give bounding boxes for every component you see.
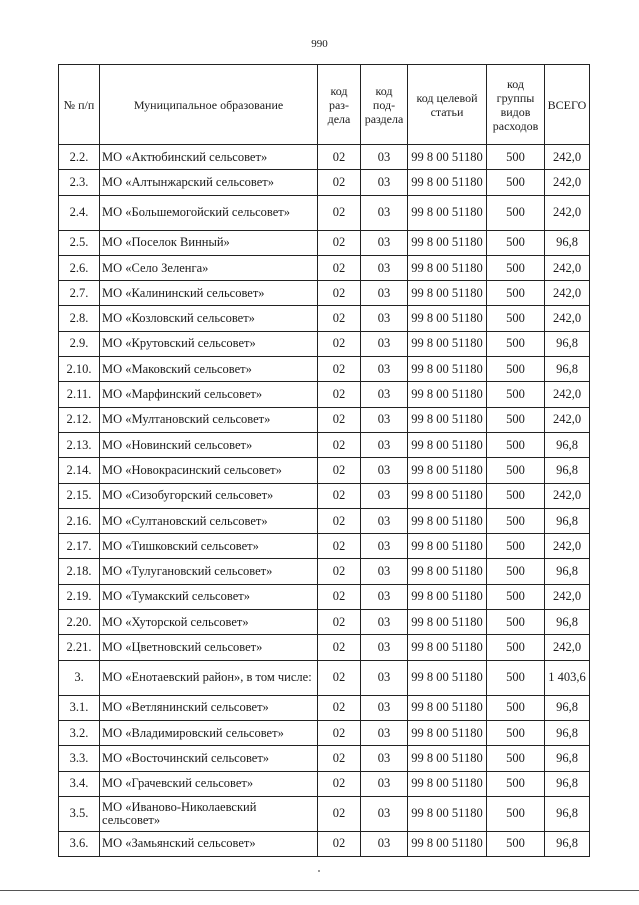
row-number: 2.3. — [59, 170, 100, 195]
total-amount: 242,0 — [545, 195, 590, 230]
target-article-code: 99 8 00 51180 — [408, 695, 487, 720]
row-number: 2.9. — [59, 331, 100, 356]
subsection-code: 03 — [361, 635, 408, 660]
section-code: 02 — [318, 170, 361, 195]
row-number: 2.6. — [59, 255, 100, 280]
total-amount: 96,8 — [545, 796, 590, 831]
target-article-code: 99 8 00 51180 — [408, 508, 487, 533]
table-row — [59, 407, 590, 432]
municipality-name: МО «Тумакский сельсовет» — [100, 584, 318, 609]
section-code: 02 — [318, 458, 361, 483]
total-amount: 242,0 — [545, 635, 590, 660]
section-code: 02 — [318, 306, 361, 331]
municipality-name: МО «Хуторской сельсовет» — [100, 610, 318, 635]
section-code: 02 — [318, 230, 361, 255]
total-amount: 96,8 — [545, 331, 590, 356]
target-article-code: 99 8 00 51180 — [408, 255, 487, 280]
expense-group-code: 500 — [487, 746, 545, 771]
section-code: 02 — [318, 145, 361, 170]
municipality-name: МО «Владимировский сельсовет» — [100, 720, 318, 745]
subsection-code: 03 — [361, 331, 408, 356]
row-number: 2.5. — [59, 230, 100, 255]
table-row — [59, 635, 590, 660]
municipality-name: МО «Тулугановский сельсовет» — [100, 559, 318, 584]
row-number: 3.5. — [59, 796, 100, 831]
target-article-code: 99 8 00 51180 — [408, 771, 487, 796]
section-code: 02 — [318, 534, 361, 559]
expense-group-code: 500 — [487, 720, 545, 745]
municipality-name: МО «Актюбинский сельсовет» — [100, 145, 318, 170]
table-row — [59, 458, 590, 483]
municipality-name: МО «Грачевский сельсовет» — [100, 771, 318, 796]
section-code: 02 — [318, 695, 361, 720]
target-article-code: 99 8 00 51180 — [408, 432, 487, 457]
expense-group-code: 500 — [487, 281, 545, 306]
section-code: 02 — [318, 331, 361, 356]
section-code: 02 — [318, 195, 361, 230]
target-article-code: 99 8 00 51180 — [408, 195, 487, 230]
total-amount: 96,8 — [545, 230, 590, 255]
municipality-name: МО «Сизобугорский сельсовет» — [100, 483, 318, 508]
table-row — [59, 255, 590, 280]
row-number: 2.18. — [59, 559, 100, 584]
total-amount: 96,8 — [545, 831, 590, 856]
subsection-code: 03 — [361, 432, 408, 457]
total-amount: 242,0 — [545, 255, 590, 280]
section-code: 02 — [318, 831, 361, 856]
expense-group-code: 500 — [487, 407, 545, 432]
target-article-code: 99 8 00 51180 — [408, 230, 487, 255]
total-amount: 96,8 — [545, 695, 590, 720]
target-article-code: 99 8 00 51180 — [408, 170, 487, 195]
table-row — [59, 584, 590, 609]
row-number: 2.7. — [59, 281, 100, 306]
section-code: 02 — [318, 584, 361, 609]
row-number: 3.6. — [59, 831, 100, 856]
scan-speck — [318, 870, 320, 872]
bottom-rule — [0, 890, 639, 891]
row-number: 3.4. — [59, 771, 100, 796]
municipality-name: МО «Замьянский сельсовет» — [100, 831, 318, 856]
subsection-code: 03 — [361, 660, 408, 695]
table-row — [59, 331, 590, 356]
expense-group-code: 500 — [487, 195, 545, 230]
row-number: 2.20. — [59, 610, 100, 635]
subsection-code: 03 — [361, 483, 408, 508]
row-number: 2.21. — [59, 635, 100, 660]
municipality-name: МО «Султановский сельсовет» — [100, 508, 318, 533]
row-number: 2.12. — [59, 407, 100, 432]
total-amount: 96,8 — [545, 357, 590, 382]
total-amount: 242,0 — [545, 170, 590, 195]
total-amount: 242,0 — [545, 382, 590, 407]
subsection-code: 03 — [361, 195, 408, 230]
municipality-name: МО «Енотаевский район», в том числе: — [100, 660, 318, 695]
expense-group-code: 500 — [487, 508, 545, 533]
table-row — [59, 145, 590, 170]
municipality-name: МО «Крутовский сельсовет» — [100, 331, 318, 356]
municipality-name: МО «Ветлянинский сельсовет» — [100, 695, 318, 720]
subsection-code: 03 — [361, 695, 408, 720]
section-code: 02 — [318, 432, 361, 457]
municipality-name: МО «Козловский сельсовет» — [100, 306, 318, 331]
table-body — [59, 145, 590, 857]
subsection-code: 03 — [361, 281, 408, 306]
target-article-code: 99 8 00 51180 — [408, 306, 487, 331]
header-section: код раз-дела — [318, 65, 361, 145]
subsection-code: 03 — [361, 145, 408, 170]
table-row — [59, 306, 590, 331]
table-row — [59, 746, 590, 771]
subsection-code: 03 — [361, 610, 408, 635]
table-row — [59, 660, 590, 695]
section-code: 02 — [318, 771, 361, 796]
subsection-code: 03 — [361, 831, 408, 856]
table-row — [59, 534, 590, 559]
row-number: 2.19. — [59, 584, 100, 609]
header-name: Муниципальное образование — [100, 65, 318, 145]
section-code: 02 — [318, 559, 361, 584]
row-number: 3.1. — [59, 695, 100, 720]
row-number: 2.13. — [59, 432, 100, 457]
total-amount: 96,8 — [545, 458, 590, 483]
table-row — [59, 483, 590, 508]
total-amount: 242,0 — [545, 483, 590, 508]
target-article-code: 99 8 00 51180 — [408, 331, 487, 356]
municipality-name: МО «Новокрасинский сельсовет» — [100, 458, 318, 483]
section-code: 02 — [318, 610, 361, 635]
header-expense-group: код группы видов расходов — [487, 65, 545, 145]
expense-group-code: 500 — [487, 771, 545, 796]
subsection-code: 03 — [361, 720, 408, 745]
total-amount: 1 403,6 — [545, 660, 590, 695]
row-number: 2.15. — [59, 483, 100, 508]
target-article-code: 99 8 00 51180 — [408, 635, 487, 660]
target-article-code: 99 8 00 51180 — [408, 458, 487, 483]
section-code: 02 — [318, 483, 361, 508]
total-amount: 96,8 — [545, 432, 590, 457]
target-article-code: 99 8 00 51180 — [408, 796, 487, 831]
expense-group-code: 500 — [487, 584, 545, 609]
expense-group-code: 500 — [487, 559, 545, 584]
row-number: 2.11. — [59, 382, 100, 407]
total-amount: 96,8 — [545, 720, 590, 745]
target-article-code: 99 8 00 51180 — [408, 746, 487, 771]
target-article-code: 99 8 00 51180 — [408, 660, 487, 695]
section-code: 02 — [318, 407, 361, 432]
municipality-name: МО «Село Зеленга» — [100, 255, 318, 280]
total-amount: 242,0 — [545, 584, 590, 609]
subsection-code: 03 — [361, 508, 408, 533]
table-row — [59, 281, 590, 306]
target-article-code: 99 8 00 51180 — [408, 483, 487, 508]
table-row — [59, 610, 590, 635]
expense-group-code: 500 — [487, 534, 545, 559]
row-number: 3.2. — [59, 720, 100, 745]
municipality-name: МО «Восточинский сельсовет» — [100, 746, 318, 771]
municipality-name: МО «Поселок Винный» — [100, 230, 318, 255]
header-subsection: код под-раздела — [361, 65, 408, 145]
target-article-code: 99 8 00 51180 — [408, 407, 487, 432]
municipality-name: МО «Иваново-Николаевский сельсовет» — [100, 796, 318, 831]
total-amount: 242,0 — [545, 534, 590, 559]
expense-group-code: 500 — [487, 660, 545, 695]
table-row — [59, 720, 590, 745]
expense-group-code: 500 — [487, 695, 545, 720]
expense-group-code: 500 — [487, 306, 545, 331]
subsection-code: 03 — [361, 306, 408, 331]
row-number: 2.17. — [59, 534, 100, 559]
header-num: № п/п — [59, 65, 100, 145]
subsection-code: 03 — [361, 559, 408, 584]
expense-group-code: 500 — [487, 357, 545, 382]
target-article-code: 99 8 00 51180 — [408, 382, 487, 407]
expense-group-code: 500 — [487, 170, 545, 195]
section-code: 02 — [318, 746, 361, 771]
section-code: 02 — [318, 660, 361, 695]
table-row — [59, 357, 590, 382]
subsection-code: 03 — [361, 230, 408, 255]
subsection-code: 03 — [361, 382, 408, 407]
target-article-code: 99 8 00 51180 — [408, 559, 487, 584]
row-number: 2.16. — [59, 508, 100, 533]
row-number: 2.4. — [59, 195, 100, 230]
table-row — [59, 230, 590, 255]
expense-group-code: 500 — [487, 145, 545, 170]
expense-group-code: 500 — [487, 458, 545, 483]
expense-group-code: 500 — [487, 255, 545, 280]
section-code: 02 — [318, 255, 361, 280]
target-article-code: 99 8 00 51180 — [408, 145, 487, 170]
total-amount: 96,8 — [545, 771, 590, 796]
total-amount: 242,0 — [545, 145, 590, 170]
page-number: 990 — [311, 38, 328, 50]
table-row — [59, 695, 590, 720]
subsection-code: 03 — [361, 170, 408, 195]
expense-group-code: 500 — [487, 831, 545, 856]
section-code: 02 — [318, 281, 361, 306]
target-article-code: 99 8 00 51180 — [408, 357, 487, 382]
municipality-name: МО «Алтынжарский сельсовет» — [100, 170, 318, 195]
total-amount: 242,0 — [545, 407, 590, 432]
expense-group-code: 500 — [487, 610, 545, 635]
municipality-name: МО «Цветновский сельсовет» — [100, 635, 318, 660]
row-number: 2.2. — [59, 145, 100, 170]
total-amount: 242,0 — [545, 306, 590, 331]
section-code: 02 — [318, 796, 361, 831]
expense-group-code: 500 — [487, 432, 545, 457]
total-amount: 96,8 — [545, 508, 590, 533]
table-row — [59, 432, 590, 457]
row-number: 3.3. — [59, 746, 100, 771]
total-amount: 96,8 — [545, 746, 590, 771]
subsection-code: 03 — [361, 357, 408, 382]
total-amount: 96,8 — [545, 610, 590, 635]
target-article-code: 99 8 00 51180 — [408, 610, 487, 635]
table-row — [59, 796, 590, 831]
municipality-name: МО «Большемогойский сельсовет» — [100, 195, 318, 230]
row-number: 2.10. — [59, 357, 100, 382]
target-article-code: 99 8 00 51180 — [408, 584, 487, 609]
table-row — [59, 195, 590, 230]
header-target: код целевой статьи — [408, 65, 487, 145]
expense-group-code: 500 — [487, 230, 545, 255]
table-row — [59, 831, 590, 856]
subsection-code: 03 — [361, 534, 408, 559]
table-header-row — [59, 65, 590, 145]
target-article-code: 99 8 00 51180 — [408, 720, 487, 745]
row-number: 3. — [59, 660, 100, 695]
municipality-name: МО «Новинский сельсовет» — [100, 432, 318, 457]
table-row — [59, 382, 590, 407]
section-code: 02 — [318, 382, 361, 407]
section-code: 02 — [318, 720, 361, 745]
table-row — [59, 508, 590, 533]
expense-group-code: 500 — [487, 483, 545, 508]
subsection-code: 03 — [361, 746, 408, 771]
section-code: 02 — [318, 508, 361, 533]
header-total: ВСЕГО — [545, 65, 590, 145]
table-row — [59, 559, 590, 584]
expense-group-code: 500 — [487, 382, 545, 407]
table-row — [59, 771, 590, 796]
total-amount: 96,8 — [545, 559, 590, 584]
subsection-code: 03 — [361, 458, 408, 483]
subsection-code: 03 — [361, 796, 408, 831]
section-code: 02 — [318, 357, 361, 382]
municipality-name: МО «Марфинский сельсовет» — [100, 382, 318, 407]
municipality-name: МО «Маковский сельсовет» — [100, 357, 318, 382]
table-row — [59, 170, 590, 195]
target-article-code: 99 8 00 51180 — [408, 831, 487, 856]
expense-group-code: 500 — [487, 796, 545, 831]
row-number: 2.8. — [59, 306, 100, 331]
subsection-code: 03 — [361, 255, 408, 280]
expense-group-code: 500 — [487, 635, 545, 660]
section-code: 02 — [318, 635, 361, 660]
budget-table — [58, 64, 590, 857]
municipality-name: МО «Калининский сельсовет» — [100, 281, 318, 306]
municipality-name: МО «Мултановский сельсовет» — [100, 407, 318, 432]
target-article-code: 99 8 00 51180 — [408, 281, 487, 306]
target-article-code: 99 8 00 51180 — [408, 534, 487, 559]
total-amount: 242,0 — [545, 281, 590, 306]
expense-group-code: 500 — [487, 331, 545, 356]
subsection-code: 03 — [361, 407, 408, 432]
subsection-code: 03 — [361, 771, 408, 796]
subsection-code: 03 — [361, 584, 408, 609]
municipality-name: МО «Тишковский сельсовет» — [100, 534, 318, 559]
row-number: 2.14. — [59, 458, 100, 483]
